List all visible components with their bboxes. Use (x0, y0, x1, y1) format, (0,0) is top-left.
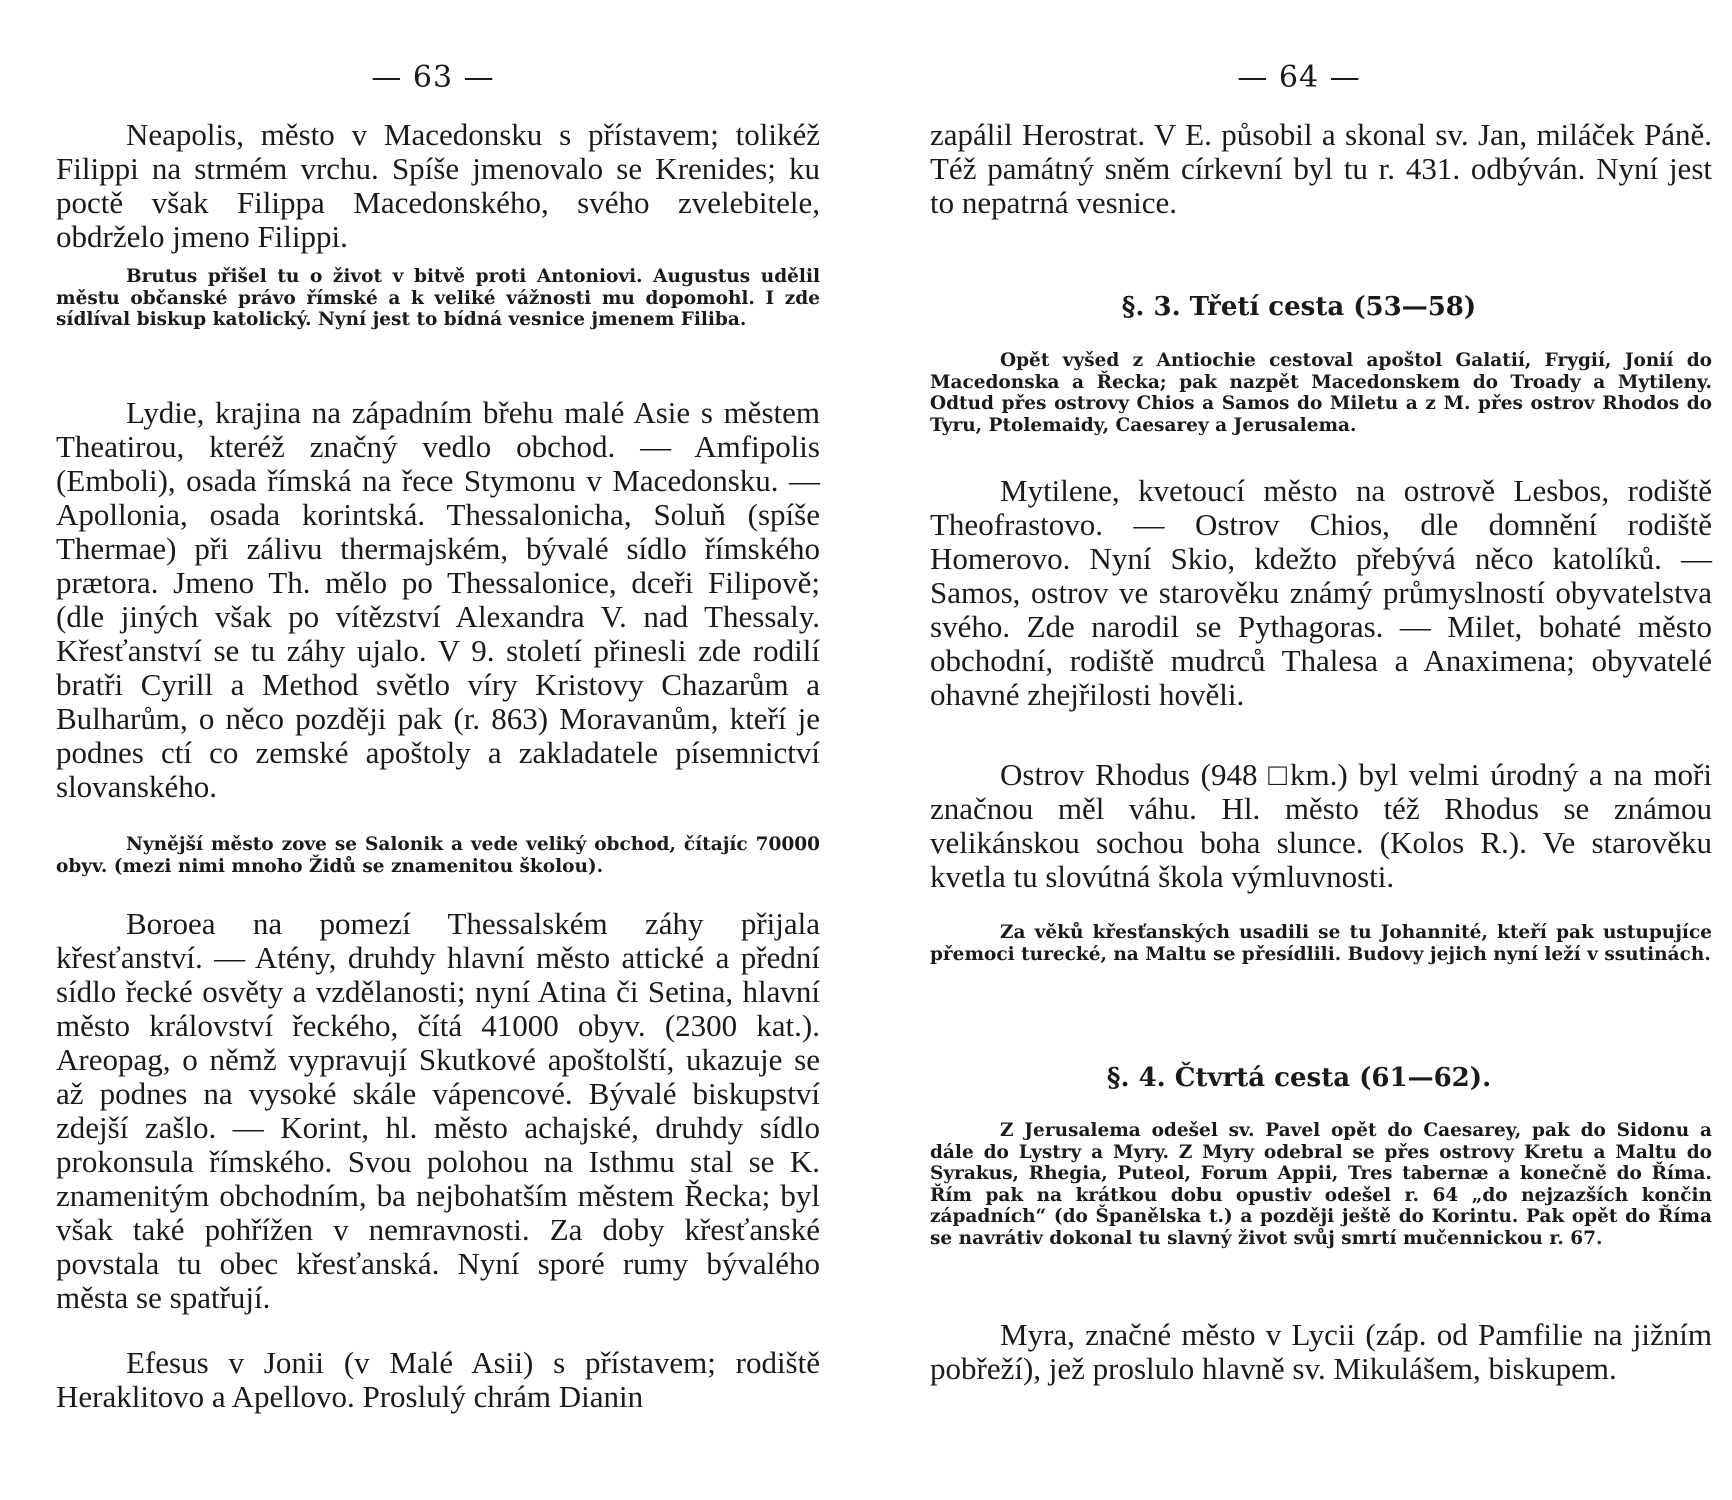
note-johannites: Za věků křesťanských usadili se tu Johannité, kteří pak ustupujíce přemoci turecké, na Maltu se přesídlili. Budovy jejich nyní leží v ssutinách. (930, 922, 1712, 965)
paragraph-neapolis: Neapolis, město v Macedonsku s přístavem; tolikéž Filippi na strmém vrchu. Spíše jmenovalo se Krenides; ku poctě však Filippa Macedonského, svého zvelebitele, obdrželo jmeno Filippi. (56, 117, 820, 254)
paragraph-lydie: Lydie, krajina na západním břehu malé Asie s městem Theatirou, kteréž značný vedlo obchod. — Amfipolis (Emboli), osada římská na řece Stymonu v Macedonsku. — Apollonia, osada korintská. Thessalonicha, Soluň (spíše Thermae) při zálivu thermajském, bývalé sídlo římského prætora. Jmeno Th. mělo po Thessalonice, dceři Filipově; (dle jiných však po vítězství Alexandra V. nad Thessaly. Křesťanství se tu záhy ujalo. V 9. století přinesli zde rodilí bratři Cyrill a Method světlo víry Kristovy Chazarům a Bulharům, o něco později pak (r. 863) Moravanům, kteří je podnes ctí co zemské apoštoly a zakladatele písemnictví slovanského. (56, 395, 820, 804)
paragraph-mytilene: Mytilene, kvetoucí město na ostrově Lesbos, rodiště Theofrastovo. — Ostrov Chios, dle domnění rodiště Homerovo. Nyní Skio, kdežto přebývá něco katolíků. — Samos, ostrov ve starověku známý průmyslností obyvatelstva svého. Zde narodil se Pythagoras. — Milet, bohaté město obchodní, rodiště mudrců Thalesa a Anaximena; obyvatelé ohavné zhejřilosti hověli. (930, 473, 1712, 712)
paragraph-continued: zapálil Herostrat. V E. působil a skonal sv. Jan, miláček Páně. Též památný sněm církevní byl tu r. 431. odbýván. Nyní jest to nepatrná vesnice. (930, 117, 1712, 220)
page-number: — 63 — (371, 60, 495, 95)
summary-fourth-journey: Z Jerusalema odešel sv. Pavel opět do Caesarey, pak do Sidonu a dále do Lystry a Myry. Z Myry odebral se přes ostrovy Kretu a Maltu do Syrakus, Rhegia, Puteol, Forum Appii, Tres tabernæ a konečně do Říma. Řím pak na krátkou dobu opustiv odešel r. 64 „do nejzazších končin západních“ (do Španělska t.) a později ještě do Korintu. Pak opět do Říma se navrátiv dokonal tu slavný život svůj smrtí mučennickou r. 67. (930, 1120, 1712, 1249)
section-heading-4: §. 4. Čtvrtá cesta (61—62). (1106, 1063, 1492, 1093)
note-brutus: Brutus přišel tu o život v bitvě proti Antoniovi. Augustus udělil městu občanské právo římské a k veliké vážnosti mu dopomohl. I zde sídlíval biskup katolický. Nyní jest to bídná vesnice jmenem Filiba. (56, 266, 820, 330)
right-page (866, 0, 1732, 1500)
section-heading-3: §. 3. Třetí cesta (53—58) (1121, 292, 1477, 322)
paragraph-boroea: Boroea na pomezí Thessalském záhy přijala křesťanství. — Atény, druhdy hlavní město attické a přední sídlo řecké osvěty a vzdělanosti; nyní Atina či Setina, hlavní město království řeckého, čítá 41000 obyv. (2300 kat.). Areopag, o němž vypravují Skutkové apoštolští, ukazuje se až podnes na vysoké skále vápencové. Bývalé biskupství zdejší zašlo. — Korint, hl. město achajské, druhdy sídlo prokonsula římského. Svou polohou na Isthmu stal se K. znamenitým obchodním, ba nejbohatším městem Řecka; byl však také pohřížen v nemravnosti. Za doby křesťanské povstala tu obec křesťanská. Nyní sporé rumy bývalého města se spatřují. (56, 906, 820, 1315)
paragraph-myra: Myra, značné město v Lycii (záp. od Pamfilie na jižním pobřeží), jež proslulo hlavně sv. Mikulášem, biskupem. (930, 1317, 1712, 1386)
note-salonik: Nynější město zove se Salonik a vede veliký obchod, čítajíc 70000 obyv. (mezi nimi mnoho Židů se znamenitou školou). (56, 834, 820, 877)
paragraph-rhodus: Ostrov Rhodus (948 □km.) byl velmi úrodný a na moři značnou měl váhu. Hl. město též Rhodus se známou velikánskou sochou boha slunce. (Kolos R.). Ve starověku kvetla tu slovútná škola výmluvnosti. (930, 757, 1712, 894)
paragraph-efesus: Efesus v Jonii (v Malé Asii) s přístavem; rodiště Heraklitovo a Apellovo. Proslulý chrám Dianin (56, 1345, 820, 1414)
page-number: — 64 — (1237, 60, 1361, 95)
summary-third-journey: Opět vyšed z Antiochie cestoval apoštol Galatií, Frygií, Jonií do Macedonska a Řecka; pak nazpět Macedonskem do Troady a Mytileny. Odtud přes ostrovy Chios a Samos do Miletu a z M. přes ostrov Rhodos do Tyru, Ptolemaidy, Caesarey a Jerusalema. (930, 350, 1712, 436)
